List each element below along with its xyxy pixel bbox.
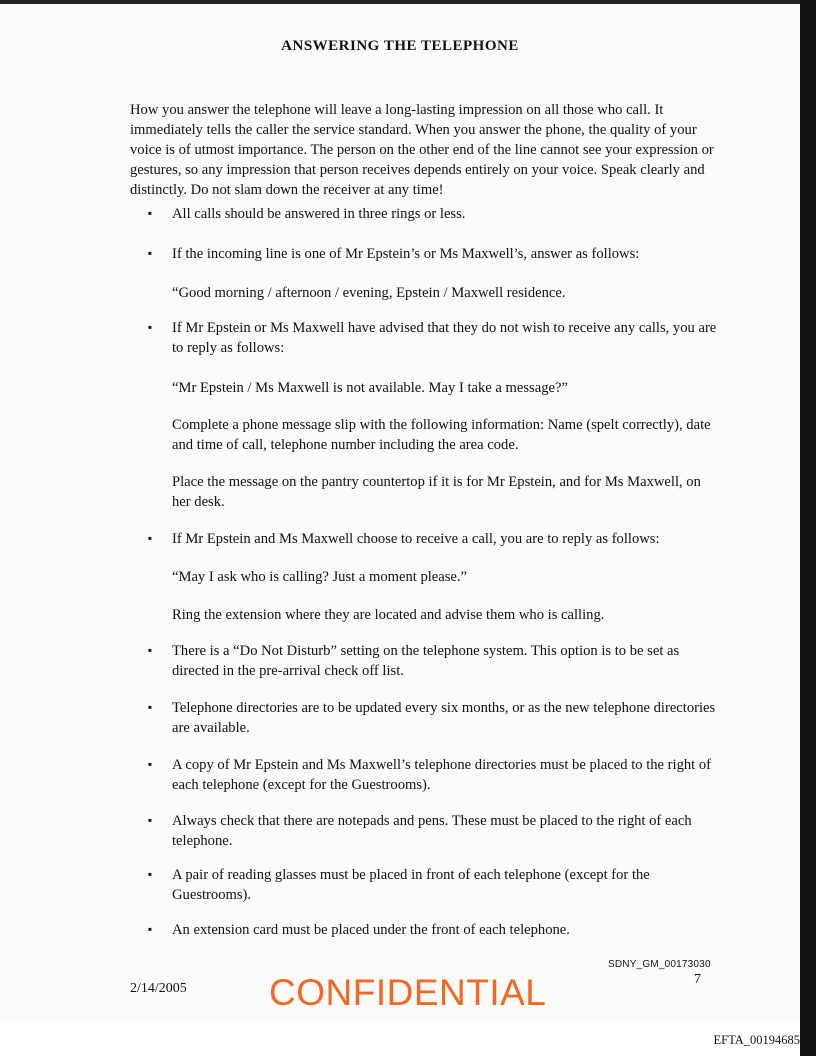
bullet-marker: ▪ <box>147 867 153 881</box>
bullet-marker: ▪ <box>147 643 153 657</box>
bullet-item: If Mr Epstein or Ms Maxwell have advised that they do not wish to receive any calls, you are to reply as follows: <box>172 320 717 356</box>
footer-strip <box>0 1022 800 1056</box>
page-title: ANSWERING THE TELEPHONE <box>281 38 519 54</box>
bullet-item: A pair of reading glasses must be placed in front of each telephone (except for the Guestrooms). <box>172 867 650 903</box>
bullet-marker: ▪ <box>147 246 153 260</box>
bullet-marker: ▪ <box>147 813 153 827</box>
bullet-item: If Mr Epstein and Ms Maxwell choose to receive a call, you are to reply as follows: <box>172 531 660 547</box>
bullet-marker: ▪ <box>147 206 153 220</box>
sub-text: “Mr Epstein / Ms Maxwell is not available. May I take a message?” <box>172 380 568 396</box>
intro-paragraph: How you answer the telephone will leave a long-lasting impression on all those who call. It immediately tells the caller the service standard. When you answer the phone, the quality of your voice is of utmost importance. The person on the other end of the line cannot see your expression or gestures, so any impression that person receives depends entirely on your voice. Speak clearly and distinctly. Do not slam down the receiver at any time! <box>130 102 714 198</box>
efta-identifier: EFTA_00194685 <box>713 1033 800 1047</box>
bullet-marker: ▪ <box>147 757 153 771</box>
bullet-item: All calls should be answered in three rings or less. <box>172 206 466 222</box>
bullet-marker: ▪ <box>147 922 153 936</box>
sub-text: “May I ask who is calling? Just a moment please.” <box>172 569 468 585</box>
sub-text: Place the message on the pantry countertop if it is for Mr Epstein, and for Ms Maxwell, on her desk. <box>172 474 701 510</box>
bullet-marker: ▪ <box>147 531 153 545</box>
bullet-item: If the incoming line is one of Mr Epstein’s or Ms Maxwell’s, answer as follows: <box>172 246 640 262</box>
bullet-item: Telephone directories are to be updated every six months, or as the new telephone directories are available. <box>172 700 716 736</box>
confidential-stamp: CONFIDENTIAL <box>269 972 547 1013</box>
scan-right-edge <box>800 0 816 1056</box>
page-number: 7 <box>694 972 701 987</box>
bullet-item: There is a “Do Not Disturb” setting on the telephone system. This option is to be set as directed in the pre-arrival check off list. <box>172 643 680 679</box>
sub-text: Ring the extension where they are located and advise them who is calling. <box>172 607 605 623</box>
sub-text: “Good morning / afternoon / evening, Epstein / Maxwell residence. <box>172 285 566 301</box>
bullet-item: A copy of Mr Epstein and Ms Maxwell’s telephone directories must be placed to the right of each telephone (except for the Guestrooms). <box>172 757 712 793</box>
bullet-item: An extension card must be placed under the front of each telephone. <box>172 922 570 938</box>
bullet-item: Always check that there are notepads and pens. These must be placed to the right of each telephone. <box>172 813 692 849</box>
bullet-marker: ▪ <box>147 320 153 334</box>
sub-text: Complete a phone message slip with the following information: Name (spelt correctly), date and time of call, telephone number including the area code. <box>172 417 711 453</box>
bates-number: SDNY_GM_00173030 <box>608 959 711 970</box>
scan-top-edge <box>0 0 816 4</box>
document-date: 2/14/2005 <box>130 981 187 996</box>
bullet-marker: ▪ <box>147 700 153 714</box>
